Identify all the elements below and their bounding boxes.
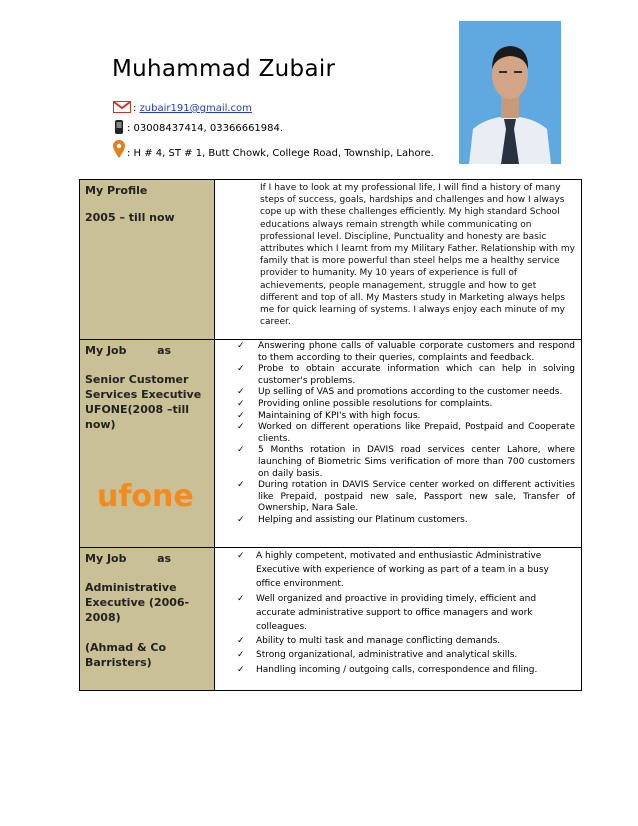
list-item: ✓ Helping and assisting our Platinum customers. bbox=[237, 515, 575, 527]
list-item: ✓ Answering phone calls of valuable corporate customers and respond to them according to their queries, complaints and feedback. bbox=[237, 341, 575, 364]
job1-title: Senior Customer Services Executive UFONE(2008 –till now) bbox=[85, 373, 202, 431]
candidate-name: Muhammad Zubair bbox=[112, 56, 336, 82]
email-link[interactable]: zubair191@gmail.com bbox=[139, 103, 252, 114]
list-item: ✓ A highly competent, motivated and enthusiastic Administrative Executive with experience of working as part of a team in a busy office environment. bbox=[237, 549, 571, 592]
profile-text-cell bbox=[215, 180, 582, 340]
profile-heading: My Profile bbox=[85, 184, 148, 197]
job1-label: My Job as bbox=[85, 344, 172, 357]
job2-label: My Job as bbox=[85, 552, 172, 565]
job2-bullets-cell bbox=[215, 548, 582, 691]
list-item: ✓ Probe to obtain accurate information which can help in solving customer's problems. bbox=[237, 364, 575, 387]
profile-row bbox=[80, 180, 582, 340]
profile-photo bbox=[459, 21, 561, 164]
job2-row bbox=[80, 548, 582, 691]
job2-company: (Ahmad & Co Barristers) bbox=[85, 641, 167, 669]
job1-bullets-cell bbox=[215, 340, 582, 548]
list-item: ✓ Providing online possible resolutions for complaints. bbox=[237, 399, 575, 411]
ufone-logo-text: ufone bbox=[97, 480, 194, 512]
list-item: ✓ Strong organizational, administrative and analytical skills. bbox=[237, 648, 571, 662]
email-line bbox=[113, 101, 252, 116]
list-item: ✓ Ability to multi task and manage conflicting demands. bbox=[237, 634, 571, 648]
list-item: ✓ Maintaining of KPI's with high focus. bbox=[237, 411, 575, 423]
profile-text: If I have to look at my professional life, I will find a history of many steps of success, goals, hardships and challenges and how I always cope up with these challenges efficiently. My high standard School educations always remain strength while communicating on professional level. Discipline, Punctuality and honesty are basic attributes which I learnt from my Military Father. Relationship with my family that is more powerful than steel helps me a healthy service provider to humanity. My 10 years of experience is full of achievements, people management, struggle and how to get different and top of all. My Masters study in Marketing always helps me for quick learning of systems. I always enjoy each minute of my career. bbox=[260, 183, 575, 328]
phone-line bbox=[113, 120, 283, 137]
job1-bullet-list bbox=[215, 340, 581, 527]
list-item: ✓ Handling incoming / outgoing calls, correspondence and filing. bbox=[237, 663, 571, 677]
address-text: : H # 4, ST # 1, Butt Chowk, College Road, Township, Lahore. bbox=[127, 148, 434, 159]
location-pin-icon bbox=[113, 140, 125, 161]
list-item: ✓ Well organized and proactive in providing timely, efficient and accurate administrative support to office managers and work colleagues. bbox=[237, 592, 571, 635]
job2-title: Administrative Executive (2006-2008) bbox=[85, 581, 190, 624]
list-item: ✓ 5 Months rotation in DAVIS road services center Lahore, where launching of Biometric Sims verification of more than 700 customers on daily basis. bbox=[237, 445, 575, 480]
list-item: ✓ Worked on different operations like Prepaid, Postpaid and Cooperate clients. bbox=[237, 422, 575, 445]
job1-row bbox=[80, 340, 582, 548]
job2-label-cell bbox=[80, 548, 215, 691]
job1-label-cell bbox=[80, 340, 215, 548]
email-colon: : bbox=[133, 103, 137, 114]
job2-bullet-list bbox=[215, 548, 581, 677]
list-item: ✓ Up selling of VAS and promotions according to the customer needs. bbox=[237, 387, 575, 399]
phone-icon bbox=[113, 120, 125, 137]
profile-period: 2005 – till now bbox=[85, 211, 175, 224]
address-line bbox=[113, 140, 434, 161]
list-item: ✓ During rotation in DAVIS Service center worked on different activities like Prepaid, postpaid new sale, Passport new sale, Transfer of Ownership, Nara Sale. bbox=[237, 480, 575, 515]
ufone-logo bbox=[85, 480, 209, 516]
email-icon bbox=[113, 101, 131, 116]
cv-table bbox=[79, 179, 582, 691]
profile-label-cell bbox=[80, 180, 215, 340]
phone-numbers: : 03008437414, 03366661984. bbox=[127, 123, 284, 134]
